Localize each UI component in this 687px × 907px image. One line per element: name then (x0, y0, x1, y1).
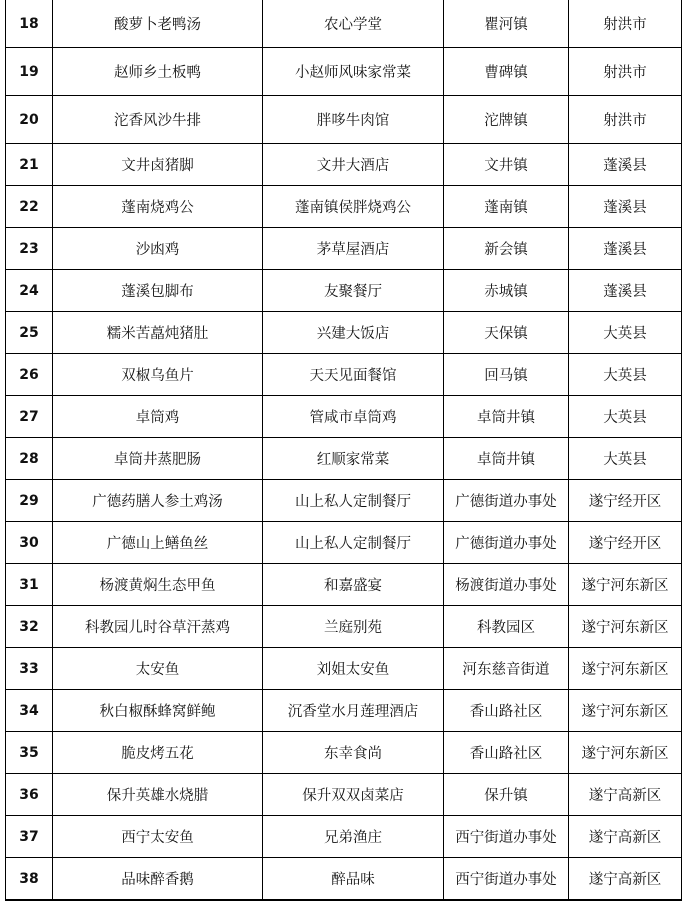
town-name: 西宁街道办事处 (444, 816, 569, 858)
row-number: 24 (6, 270, 53, 312)
county-name: 遂宁经开区 (569, 480, 682, 522)
town-name: 沱牌镇 (444, 96, 569, 144)
row-number: 22 (6, 186, 53, 228)
town-name: 河东慈音街道 (444, 648, 569, 690)
county-name: 蓬溪县 (569, 186, 682, 228)
row-number: 27 (6, 396, 53, 438)
county-name: 遂宁河东新区 (569, 732, 682, 774)
town-name: 科教园区 (444, 606, 569, 648)
business-name: 友聚餐厅 (263, 270, 444, 312)
county-name: 蓬溪县 (569, 270, 682, 312)
dish-name: 卓筒井蒸肥肠 (53, 438, 263, 480)
dish-table-body (6, 0, 682, 900)
business-name: 文井大酒店 (263, 144, 444, 186)
table-row (6, 480, 682, 522)
row-number: 38 (6, 858, 53, 901)
town-name: 卓筒井镇 (444, 438, 569, 480)
table-row (6, 144, 682, 186)
county-name: 大英县 (569, 312, 682, 354)
county-name: 蓬溪县 (569, 228, 682, 270)
row-number: 32 (6, 606, 53, 648)
dish-name: 沙凼鸡 (53, 228, 263, 270)
county-name: 射洪市 (569, 48, 682, 96)
row-number: 23 (6, 228, 53, 270)
table-row (6, 186, 682, 228)
table-row (6, 0, 682, 48)
town-name: 新会镇 (444, 228, 569, 270)
dish-name: 太安鱼 (53, 648, 263, 690)
business-name: 保升双双卤菜店 (263, 774, 444, 816)
row-number: 34 (6, 690, 53, 732)
table-row (6, 522, 682, 564)
row-number: 26 (6, 354, 53, 396)
dish-name: 广德山上鳝鱼丝 (53, 522, 263, 564)
county-name: 遂宁河东新区 (569, 648, 682, 690)
table-row (6, 648, 682, 690)
row-number: 31 (6, 564, 53, 606)
county-name: 大英县 (569, 438, 682, 480)
business-name: 天天见面餐馆 (263, 354, 444, 396)
row-number: 21 (6, 144, 53, 186)
business-name: 胖哆牛肉馆 (263, 96, 444, 144)
row-number: 20 (6, 96, 53, 144)
county-name: 射洪市 (569, 96, 682, 144)
town-name: 天保镇 (444, 312, 569, 354)
row-number: 19 (6, 48, 53, 96)
business-name: 山上私人定制餐厅 (263, 522, 444, 564)
county-name: 遂宁经开区 (569, 522, 682, 564)
dish-name: 蓬溪包脚布 (53, 270, 263, 312)
row-number: 25 (6, 312, 53, 354)
business-name: 茅草屋酒店 (263, 228, 444, 270)
business-name: 沉香堂水月莲理酒店 (263, 690, 444, 732)
county-name: 遂宁河东新区 (569, 690, 682, 732)
row-number: 29 (6, 480, 53, 522)
dish-name: 糯米苦藠炖猪肚 (53, 312, 263, 354)
town-name: 文井镇 (444, 144, 569, 186)
dish-name: 双椒乌鱼片 (53, 354, 263, 396)
county-name: 大英县 (569, 396, 682, 438)
row-number: 33 (6, 648, 53, 690)
business-name: 农心学堂 (263, 0, 444, 48)
town-name: 蓬南镇 (444, 186, 569, 228)
table-row (6, 858, 682, 901)
table-row (6, 438, 682, 480)
table-row (6, 48, 682, 96)
business-name: 小赵师风味家常菜 (263, 48, 444, 96)
dish-name: 赵师乡土板鸭 (53, 48, 263, 96)
business-name: 红顺家常菜 (263, 438, 444, 480)
table-row (6, 732, 682, 774)
row-number: 18 (6, 0, 53, 48)
row-number: 37 (6, 816, 53, 858)
row-number: 36 (6, 774, 53, 816)
dish-name: 卓筒鸡 (53, 396, 263, 438)
town-name: 曹碑镇 (444, 48, 569, 96)
dish-name: 酸萝卜老鸭汤 (53, 0, 263, 48)
table-row (6, 774, 682, 816)
town-name: 赤城镇 (444, 270, 569, 312)
business-name: 兴建大饭店 (263, 312, 444, 354)
town-name: 瞿河镇 (444, 0, 569, 48)
town-name: 香山路社区 (444, 732, 569, 774)
dish-name: 杨渡黄焖生态甲鱼 (53, 564, 263, 606)
town-name: 广德街道办事处 (444, 480, 569, 522)
business-name: 蓬南镇侯胖烧鸡公 (263, 186, 444, 228)
town-name: 西宁街道办事处 (444, 858, 569, 901)
county-name: 遂宁高新区 (569, 816, 682, 858)
dish-name: 脆皮烤五花 (53, 732, 263, 774)
town-name: 杨渡街道办事处 (444, 564, 569, 606)
business-name: 醉品味 (263, 858, 444, 901)
table-row (6, 816, 682, 858)
business-name: 和嘉盛宴 (263, 564, 444, 606)
town-name: 回马镇 (444, 354, 569, 396)
row-number: 30 (6, 522, 53, 564)
table-row (6, 564, 682, 606)
business-name: 东幸食尚 (263, 732, 444, 774)
table-row (6, 354, 682, 396)
dish-name: 文井卤猪脚 (53, 144, 263, 186)
dish-name: 广德药膳人参土鸡汤 (53, 480, 263, 522)
business-name: 兄弟渔庄 (263, 816, 444, 858)
county-name: 遂宁高新区 (569, 858, 682, 901)
dish-name: 品味醉香鹅 (53, 858, 263, 901)
dish-name: 蓬南烧鸡公 (53, 186, 263, 228)
business-name: 刘姐太安鱼 (263, 648, 444, 690)
business-name: 兰庭别苑 (263, 606, 444, 648)
dish-name: 西宁太安鱼 (53, 816, 263, 858)
row-number: 35 (6, 732, 53, 774)
town-name: 香山路社区 (444, 690, 569, 732)
table-row (6, 96, 682, 144)
table-row (6, 396, 682, 438)
business-name: 山上私人定制餐厅 (263, 480, 444, 522)
row-number: 28 (6, 438, 53, 480)
table-row (6, 690, 682, 732)
dish-name: 科教园儿时谷草汗蒸鸡 (53, 606, 263, 648)
table-row (6, 228, 682, 270)
county-name: 射洪市 (569, 0, 682, 48)
county-name: 遂宁河东新区 (569, 564, 682, 606)
county-name: 大英县 (569, 354, 682, 396)
table-row (6, 270, 682, 312)
county-name: 遂宁高新区 (569, 774, 682, 816)
town-name: 卓筒井镇 (444, 396, 569, 438)
town-name: 保升镇 (444, 774, 569, 816)
business-name: 管咸市卓筒鸡 (263, 396, 444, 438)
table-row (6, 312, 682, 354)
county-name: 遂宁河东新区 (569, 606, 682, 648)
dish-name: 秋白椒酥蜂窝鲜鲍 (53, 690, 263, 732)
table-row (6, 606, 682, 648)
dish-name: 保升英雄水烧腊 (53, 774, 263, 816)
county-name: 蓬溪县 (569, 144, 682, 186)
dish-name: 沱香风沙牛排 (53, 96, 263, 144)
dish-table (5, 0, 682, 901)
town-name: 广德街道办事处 (444, 522, 569, 564)
